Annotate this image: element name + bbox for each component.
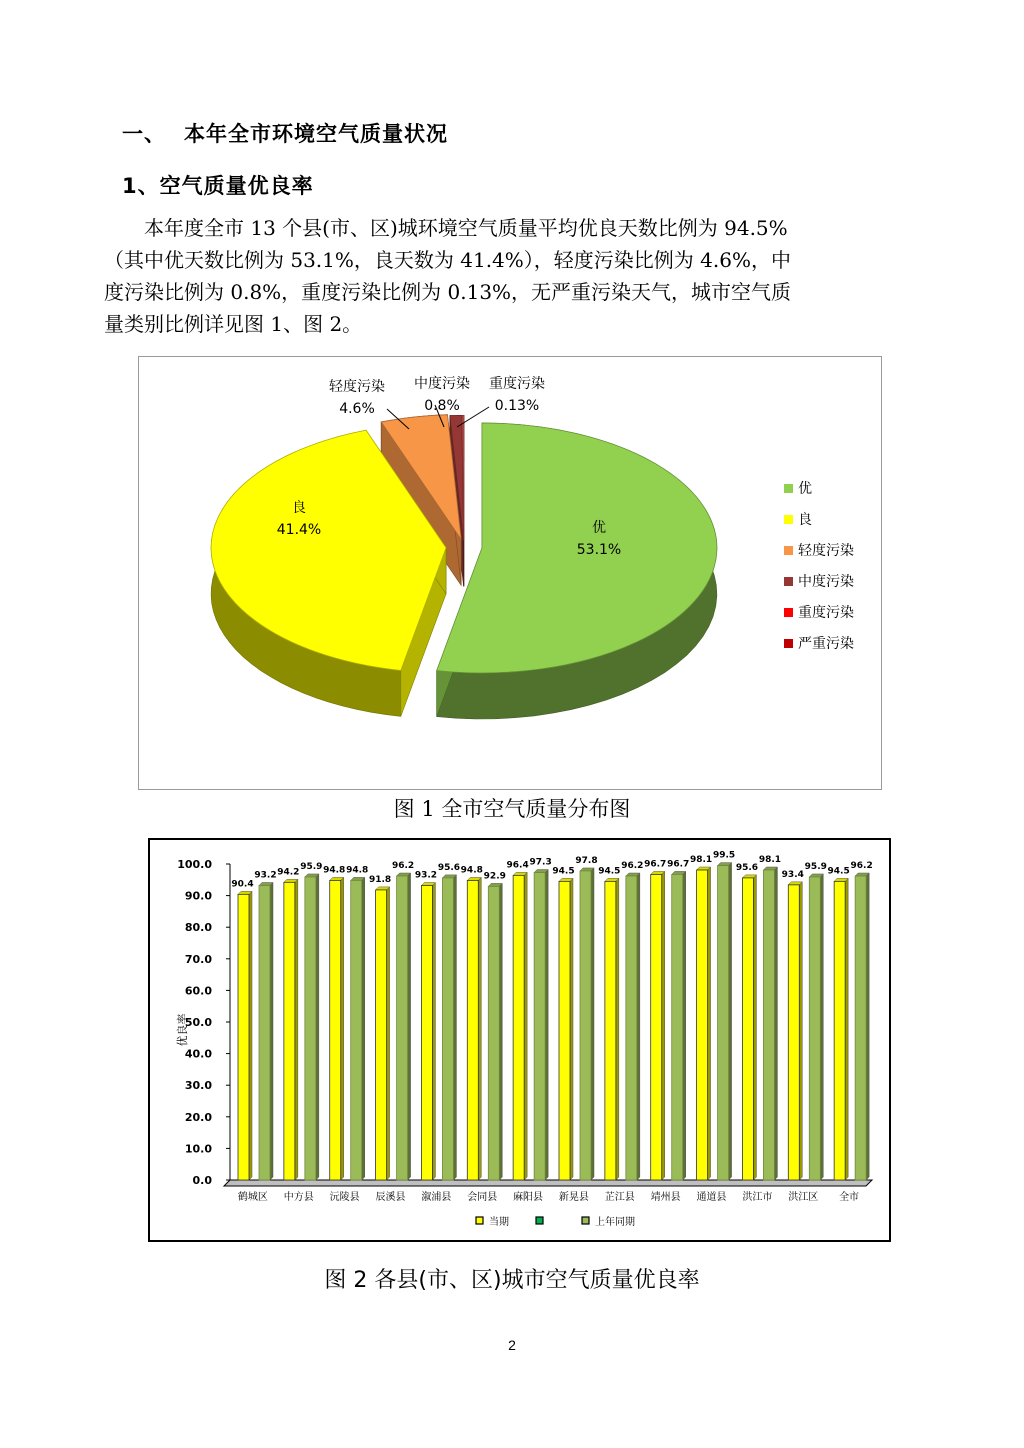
pie-legend-swatch	[784, 546, 793, 555]
bar-data-label: 95.6	[437, 862, 461, 873]
bar-side	[774, 867, 777, 1180]
bar-last-year	[809, 874, 823, 1180]
bar-data-label: 92.9	[483, 871, 506, 882]
bar-data-label: 94.5	[552, 866, 575, 877]
bar-data-label: 94.5	[598, 866, 621, 877]
bar-data-label: 96.7	[667, 859, 690, 870]
bar-last-year	[351, 877, 365, 1180]
bar-side	[616, 878, 619, 1180]
bar-current	[559, 878, 573, 1180]
bar-legend-swatch	[476, 1217, 483, 1224]
pie-slice-value: 4.6%	[339, 401, 375, 417]
pie-chart	[139, 357, 881, 789]
section-number: 一、	[122, 122, 166, 146]
pie-legend-swatch	[784, 608, 793, 617]
pie-legend-label: 严重污染	[798, 636, 854, 652]
bar-data-label: 95.9	[804, 861, 827, 872]
bar-front	[442, 878, 453, 1180]
bar-front	[467, 880, 478, 1180]
bar-last-year	[855, 873, 869, 1180]
bar-current	[238, 891, 252, 1180]
bar-side	[341, 877, 344, 1180]
bar-data-label: 96.7	[644, 859, 667, 870]
bar-data-label: 98.1	[758, 855, 782, 866]
bar-side	[524, 872, 527, 1180]
pie-slice-label: 轻度污染	[329, 379, 385, 395]
bar-side	[591, 868, 594, 1180]
y-tick-label: 20.0	[184, 1110, 212, 1124]
x-category-label: 芷江县	[604, 1192, 635, 1203]
bar-front	[259, 885, 270, 1180]
pie-legend-label: 轻度污染	[798, 543, 854, 559]
bar-data-label: 96.2	[850, 861, 873, 872]
bar-side	[478, 877, 481, 1180]
bar-last-year	[534, 870, 548, 1180]
bar-side	[570, 878, 573, 1180]
x-category-label: 中方县	[283, 1192, 314, 1203]
bar-front	[351, 880, 362, 1180]
pie-slice-label: 中度污染	[414, 376, 470, 392]
bar-side	[499, 883, 502, 1180]
subsection-heading: 1、空气质量优良率	[122, 174, 314, 198]
bar-data-label: 94.8	[460, 865, 483, 876]
x-category-label: 洪江区	[788, 1192, 819, 1203]
x-axis-floor	[224, 1180, 872, 1186]
bar-current	[697, 867, 711, 1180]
y-tick-label: 40.0	[184, 1047, 212, 1061]
bar-front	[697, 870, 708, 1180]
bar-current	[330, 877, 344, 1180]
pie-slice-value: 0.8%	[424, 398, 460, 414]
pie-slice-label: 良	[292, 500, 306, 516]
bar-side	[295, 879, 298, 1180]
bar-front	[330, 880, 341, 1180]
pie-chart-frame	[138, 356, 882, 790]
bar-current	[467, 877, 481, 1180]
page-number: 2	[508, 1337, 516, 1353]
bar-front	[513, 875, 524, 1180]
y-tick-label: 90.0	[184, 889, 212, 903]
bar-data-label: 94.2	[277, 867, 300, 878]
bar-side	[866, 873, 869, 1180]
body-paragraph	[104, 212, 916, 340]
pie-legend-label: 中度污染	[798, 574, 854, 590]
pie-slice-value: 53.1%	[576, 542, 622, 558]
bar-side	[753, 875, 756, 1180]
bar-front	[534, 873, 545, 1180]
bar-data-label: 95.6	[735, 862, 759, 873]
bar-front	[559, 881, 570, 1180]
bar-data-label: 96.2	[621, 861, 644, 872]
pie-legend-swatch	[784, 515, 793, 524]
bar-data-label: 95.9	[300, 861, 323, 872]
bar-front	[305, 877, 316, 1180]
y-tick-label: 70.0	[184, 952, 212, 966]
bar-data-label: 94.5	[827, 866, 850, 877]
x-category-label: 沅陵县	[329, 1192, 360, 1203]
section-title: 本年全市环境空气质量状况	[184, 122, 448, 146]
figure2-caption: 图 2 各县(市、区)城市空气质量优良率	[324, 1268, 700, 1293]
y-tick-label: 50.0	[184, 1016, 212, 1029]
bar-side	[729, 863, 732, 1180]
bar-current	[605, 878, 619, 1180]
bar-last-year	[763, 867, 777, 1180]
bar-front	[672, 874, 683, 1180]
y-tick-label: 10.0	[184, 1142, 212, 1156]
pie-legend-label: 优	[798, 481, 812, 497]
pie-slice-value: 41.4%	[276, 522, 322, 538]
bar-side	[362, 877, 365, 1180]
x-category-label: 麻阳县	[513, 1192, 544, 1203]
bar-front	[376, 890, 387, 1180]
bar-legend-swatch	[536, 1217, 543, 1224]
bar-side	[637, 873, 640, 1180]
bar-front	[788, 885, 799, 1180]
bar-side	[249, 891, 252, 1180]
y-tick-label: 30.0	[184, 1079, 212, 1093]
bar-data-label: 96.2	[391, 861, 415, 872]
bar-last-year	[718, 863, 732, 1180]
bar-last-year	[488, 883, 502, 1180]
bar-data-label: 93.2	[414, 870, 438, 881]
y-tick-label: 80.0	[184, 921, 212, 935]
bar-front	[763, 870, 774, 1180]
bar-side	[316, 874, 319, 1180]
bar-chart-frame	[148, 838, 891, 1242]
bar-data-label: 91.8	[368, 874, 392, 885]
bar-legend-swatch	[582, 1217, 589, 1224]
bar-front	[651, 874, 662, 1180]
bar-front	[238, 894, 249, 1180]
bar-side	[270, 882, 273, 1180]
bar-side	[845, 878, 848, 1180]
pie-slice-label: 重度污染	[489, 376, 545, 392]
bar-side	[708, 867, 711, 1180]
bar-last-year	[305, 874, 319, 1180]
bar-front	[580, 871, 591, 1180]
pie-slice-value: 0.13%	[494, 398, 540, 414]
bar-chart	[150, 840, 889, 1240]
bar-data-label: 99.5	[712, 850, 736, 861]
bar-side	[387, 887, 390, 1180]
bar-side	[432, 882, 435, 1180]
x-category-label: 新晃县	[558, 1192, 589, 1203]
pie-legend-swatch	[784, 577, 793, 586]
bar-front	[718, 866, 729, 1180]
figure1-caption: 图 1 全市空气质量分布图	[393, 797, 631, 821]
bar-data-label: 96.4	[506, 860, 529, 871]
bar-legend-label: 上年同期	[595, 1217, 635, 1228]
bar-current	[284, 879, 298, 1180]
bar-side	[408, 873, 411, 1180]
bar-current	[421, 882, 435, 1180]
bar-legend-label: 当期	[489, 1217, 509, 1228]
x-category-label: 溆浦县	[421, 1192, 452, 1203]
bar-data-label: 97.3	[529, 857, 552, 868]
y-tick-label: 100.0	[177, 858, 212, 871]
bar-front	[626, 876, 637, 1180]
x-category-label: 会同县	[467, 1192, 498, 1203]
pie-legend-swatch	[784, 639, 793, 648]
bar-front	[855, 876, 866, 1180]
bar-last-year	[442, 875, 456, 1180]
bar-front	[605, 881, 616, 1180]
bar-last-year	[626, 873, 640, 1180]
bar-data-label: 93.4	[781, 869, 804, 880]
bar-current	[834, 878, 848, 1180]
pie-legend-swatch	[784, 484, 793, 493]
pie-legend-label: 重度污染	[798, 605, 854, 621]
pie-slice-label: 优	[592, 520, 606, 536]
x-category-label: 辰溪县	[375, 1192, 406, 1203]
bar-data-label: 94.8	[323, 865, 346, 876]
y-tick-label: 60.0	[184, 984, 212, 998]
x-category-label: 靖州县	[650, 1192, 681, 1203]
x-category-label: 鹤城区	[237, 1192, 268, 1203]
bar-data-label: 90.4	[231, 879, 254, 890]
bar-current	[651, 871, 665, 1180]
bar-front	[809, 877, 820, 1180]
bar-side	[545, 870, 548, 1180]
x-category-label: 全市	[839, 1192, 860, 1203]
paragraph-line: 量类别比例详见图 1、图 2。	[104, 312, 363, 336]
bar-front	[488, 886, 499, 1180]
bar-last-year	[672, 871, 686, 1180]
bar-front	[421, 885, 432, 1180]
paragraph-line: （其中优天数比例为 53.1%，良天数为 41.4%），轻度污染比例为 4.6%，中	[104, 248, 791, 272]
x-category-label: 通道县	[696, 1192, 727, 1203]
bar-front	[397, 876, 408, 1180]
bar-current	[742, 875, 756, 1180]
bar-current	[376, 887, 390, 1180]
bar-front	[284, 882, 295, 1180]
bar-data-label: 98.1	[689, 855, 713, 866]
bar-current	[788, 882, 802, 1180]
bar-side	[662, 871, 665, 1180]
bar-current	[513, 872, 527, 1180]
y-tick-label: 0.0	[192, 1174, 212, 1187]
y-axis-label: 优良率	[176, 1013, 189, 1047]
bar-data-label: 93.2	[254, 870, 277, 881]
section-heading	[122, 118, 448, 148]
paragraph-line: 度污染比例为 0.8%，重度污染比例为 0.13%，无严重污染天气，城市空气质	[104, 280, 792, 304]
bar-side	[820, 874, 823, 1180]
bar-data-label: 94.8	[346, 865, 369, 876]
paragraph-line: 本年度全市 13 个县(市、区)城环境空气质量平均优良天数比例为 94.5%	[144, 216, 788, 240]
bar-side	[799, 882, 802, 1180]
pie-legend-label: 良	[798, 512, 812, 528]
x-category-label: 洪江市	[742, 1192, 773, 1203]
bar-last-year	[259, 882, 273, 1180]
bar-last-year	[397, 873, 411, 1180]
bar-side	[453, 875, 456, 1180]
bar-front	[742, 878, 753, 1180]
bar-side	[683, 871, 686, 1180]
bar-front	[834, 881, 845, 1180]
bar-data-label: 97.8	[575, 855, 598, 866]
bar-last-year	[580, 868, 594, 1180]
